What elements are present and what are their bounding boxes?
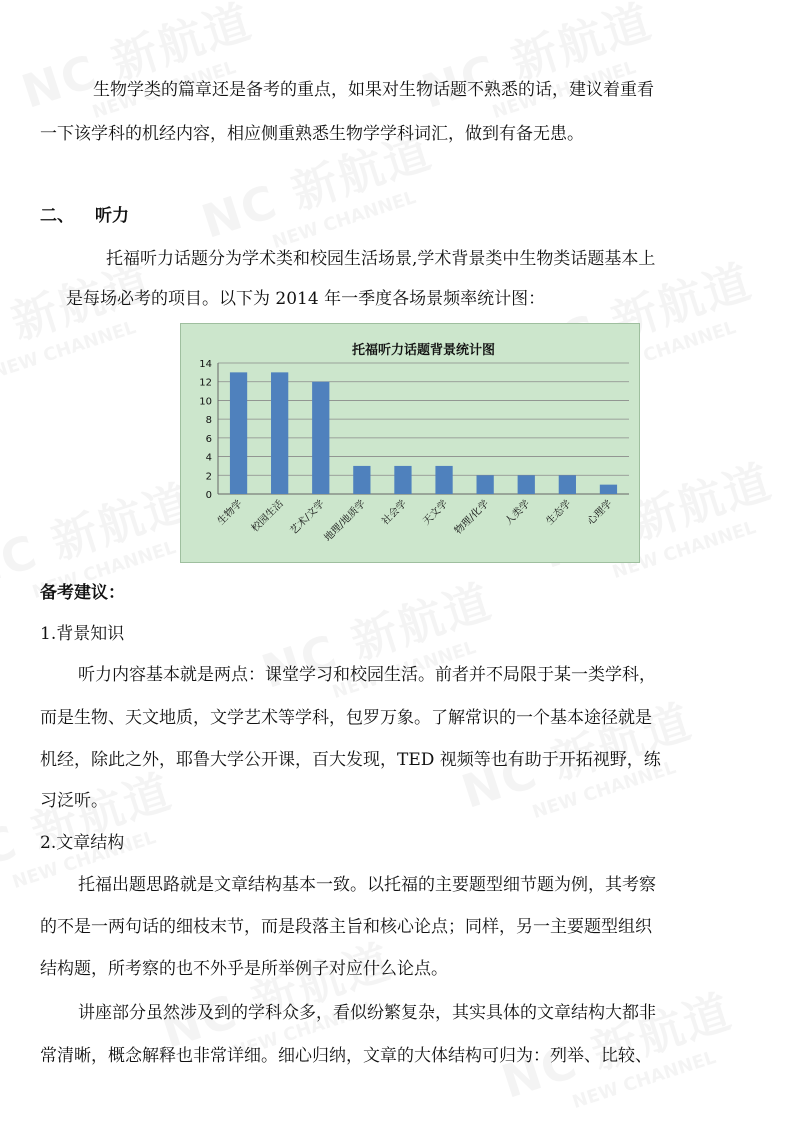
x-tick-label: 人类学 — [503, 498, 533, 528]
advice-heading: 备考建议： — [40, 583, 125, 603]
paragraph-2-line-2: 是每场必考的项目。以下为 2014 年一季度各场景频率统计图： — [66, 289, 546, 309]
x-tick-label: 物理/化学 — [452, 498, 492, 537]
y-tick-label: 4 — [205, 452, 212, 464]
y-tick-label: 0 — [205, 490, 212, 501]
section-title: 听力 — [95, 206, 129, 226]
x-tick-label: 社会学 — [380, 498, 410, 528]
y-tick-label: 8 — [205, 415, 212, 427]
subsection-2-line-1: 托福出题思路就是文章结构基本一致。以托福的主要题型细节题为例，其考察 — [78, 875, 656, 895]
subsection-1-line-4: 习泛听。 — [40, 791, 108, 811]
x-tick-label: 地理/地质学 — [322, 498, 368, 544]
subsection-1-line-3: 机经，除此之外，耶鲁大学公开课，百大发现，TED 视频等也有助于开拓视野，练 — [40, 750, 661, 770]
x-tick-label: 校园生活 — [249, 498, 286, 535]
y-tick-label: 14 — [199, 359, 212, 370]
watermark — [252, 565, 506, 721]
subsection-2-line-4: 讲座部分虽然涉及到的学科众多，看似纷繁复杂，其实具体的文章结构大都非 — [78, 1003, 656, 1023]
x-tick-label: 生态学 — [544, 498, 574, 528]
paragraph-1-line-2: 一下该学科的机经内容，相应侧重熟悉生物学学科词汇，做到有备无患。 — [40, 124, 584, 144]
chart-title: 托福听力话题背景统计图 — [351, 343, 496, 358]
subsection-1-title: 1.背景知识 — [40, 624, 125, 644]
x-tick-label: 生物学 — [215, 498, 245, 528]
paragraph-1-line-1: 生物学类的篇章还是备考的重点，如果对生物话题不熟悉的话，建议着重看 — [93, 80, 654, 100]
bar — [559, 475, 576, 494]
bar — [230, 372, 247, 494]
section-number: 二、 — [40, 206, 74, 226]
chart-canvas — [181, 324, 639, 562]
x-tick-label: 心理学 — [585, 498, 615, 528]
x-tick-label: 艺术/文学 — [288, 498, 327, 537]
paragraph-2-line-1: 托福听力话题分为学术类和校园生活场景,学术背景类中生物类话题基本上 — [106, 249, 656, 269]
subsection-1-line-1: 听力内容基本就是两点：课堂学习和校园生活。前者并不局限于某一类学科， — [78, 665, 656, 685]
bar-chart — [180, 323, 640, 563]
bar — [435, 466, 452, 494]
subsection-2-line-2: 的不是一两句话的细枝末节，而是段落主旨和核心论点；同样，另一主要题型组织 — [40, 917, 652, 937]
x-tick-label: 天文学 — [421, 498, 451, 528]
bar — [312, 382, 329, 494]
subsection-2-line-3: 结构题，所考察的也不外乎是所举例子对应什么论点。 — [40, 959, 448, 979]
bar — [477, 475, 494, 494]
watermark — [12, 0, 266, 142]
bar — [271, 372, 288, 494]
bar — [518, 475, 535, 494]
bar — [600, 485, 617, 494]
subsection-2-title: 2.文章结构 — [40, 833, 125, 853]
bar — [394, 466, 411, 494]
y-tick-label: 2 — [205, 471, 212, 483]
subsection-1-line-2: 而是生物、天文地质，文学艺术等学科，包罗万象。了解常识的一个基本途径就是 — [40, 708, 652, 728]
y-tick-label: 6 — [205, 433, 212, 445]
bar — [353, 466, 370, 494]
y-tick-label: 12 — [199, 377, 212, 389]
watermark — [412, 0, 666, 142]
y-tick-label: 10 — [199, 396, 212, 408]
subsection-2-line-5: 常清晰，概念解释也非常详细。细心归纳，文章的大体结构可归为：列举、比较、 — [40, 1046, 652, 1066]
